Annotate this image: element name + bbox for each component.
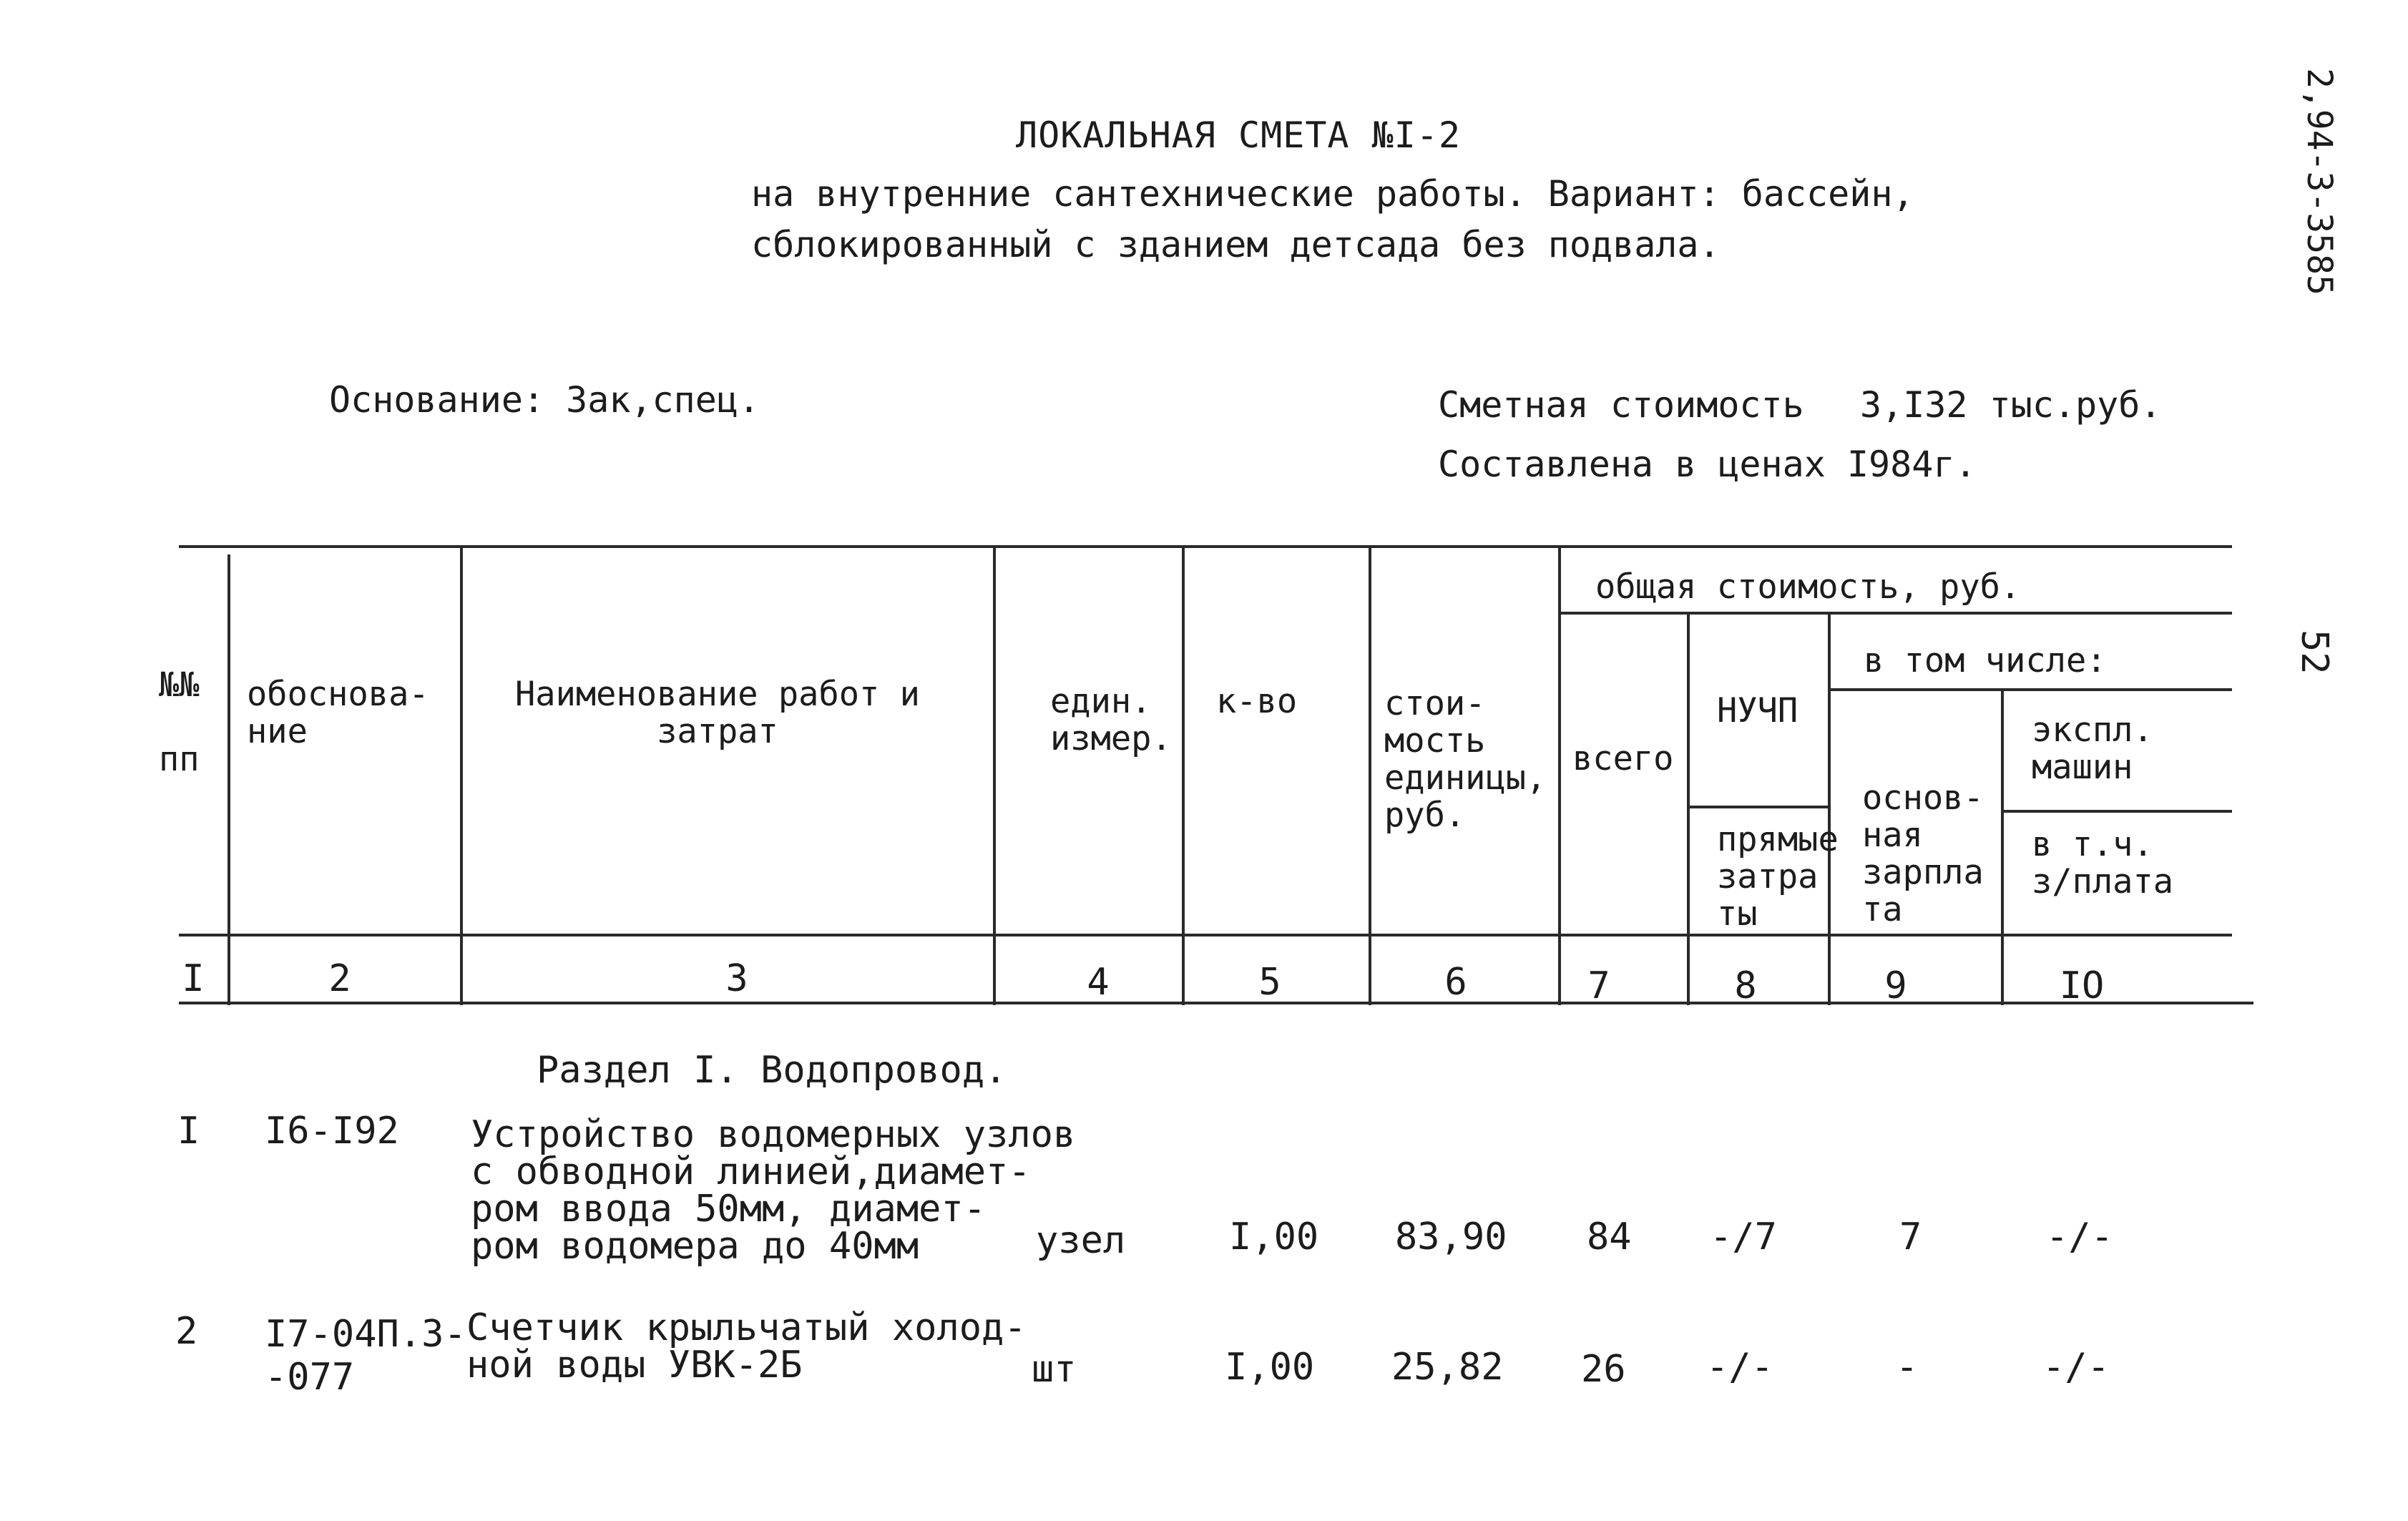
row-2-number: 2 (175, 1310, 198, 1353)
including-underline (1828, 688, 2232, 691)
subtitle-line-1: на внутренние сантехнические работы. Вариант: бассейн, (751, 173, 1914, 215)
header-quantity: к-во (1216, 682, 1298, 721)
row-2-basis: I7-04П.3- -077 (265, 1313, 466, 1399)
nuchp-underline (1688, 806, 1828, 808)
column-number: 2 (328, 957, 351, 1000)
subtitle-line-2: сблокированный с зданием детсада без подвала. (751, 224, 1721, 265)
header-base-wage: основ- ная зарпла та (1862, 778, 1984, 929)
header-total-cost-group: общая стоимость, руб. (1595, 567, 2021, 607)
row-2-direct-costs: -/- (1706, 1346, 1773, 1389)
machines-underline (2003, 810, 2232, 813)
table-top-border (179, 545, 2232, 548)
header-unit-cost: стои- мость единицы, руб. (1384, 684, 1547, 835)
row-1-unit-cost: 83,90 (1395, 1216, 1507, 1258)
column-divider (460, 547, 463, 1005)
column-number: 3 (725, 957, 748, 1000)
section-title: Раздел I. Водопровод. (537, 1049, 1007, 1092)
header-machine-wage: в т.ч. з/плата (2032, 825, 2174, 901)
column-divider (2001, 690, 2004, 1005)
column-number-row-border (179, 1002, 2253, 1004)
row-1-number: I (177, 1110, 200, 1153)
row-2-base-wage: - (1896, 1346, 1919, 1389)
column-divider (1687, 614, 1690, 1005)
column-divider (1182, 547, 1185, 1005)
page-title: ЛОКАЛЬНАЯ СМЕТА №I-2 (1016, 114, 1462, 156)
estimated-cost-value: 3,I32 тыс.руб. (1860, 384, 2162, 426)
estimated-cost-label: Сметная стоимость (1438, 384, 1804, 426)
header-row-number: №№ пп (159, 665, 200, 779)
row-1-work-name: Устройство водомерных узлов с обводной линией,диамет- ром ввода 50мм, диамет- ром водомера до 40мм (471, 1113, 1076, 1268)
column-divider (1828, 614, 1831, 1005)
column-divider (993, 547, 996, 1005)
header-machine-operation: экспл. машин (2032, 710, 2153, 787)
column-number: I (182, 957, 205, 1000)
row-2-unit: шт (1032, 1348, 1077, 1391)
row-2-unit-cost: 25,82 (1391, 1346, 1504, 1389)
row-2-total: 26 (1581, 1348, 1626, 1391)
column-divider (1369, 547, 1371, 1005)
page-number: 52 (2293, 630, 2336, 675)
header-including: в том числе: (1864, 641, 2107, 680)
row-1-quantity: I,00 (1229, 1216, 1319, 1258)
row-1-basis: I6-I92 (265, 1110, 399, 1153)
row-2-quantity: I,00 (1225, 1346, 1315, 1389)
row-1-base-wage: 7 (1899, 1216, 1922, 1258)
header-basis: обоснова- ние (247, 675, 429, 751)
row-2-work-name: Счетчик крыльчатый холод- ной воды УВК-2Б (466, 1306, 1027, 1386)
row-1-direct-costs: -/7 (1710, 1216, 1777, 1258)
header-work-name: Наименование работ и затрат (515, 675, 920, 751)
header-total: всего (1572, 739, 1674, 778)
column-number: 9 (1884, 964, 1907, 1007)
header-bottom-border (179, 934, 2232, 936)
row-1-unit: узел (1036, 1219, 1126, 1262)
document-code: 2,94-3-3585 (2299, 68, 2339, 295)
column-divider (227, 554, 230, 1005)
column-number: 5 (1258, 961, 1281, 1004)
row-1-total: 84 (1587, 1216, 1632, 1258)
header-direct-costs: прямые затра ты (1717, 820, 1839, 934)
row-2-machine-operation: -/- (2042, 1346, 2110, 1389)
column-number: 6 (1444, 961, 1467, 1004)
column-number: 4 (1087, 961, 1110, 1004)
column-number: 7 (1587, 964, 1610, 1007)
column-divider (1558, 547, 1561, 1005)
basis-label: Основание: Зак,спец. (329, 379, 760, 421)
header-nuchp: НУЧП (1717, 691, 1798, 730)
column-number: 8 (1734, 964, 1757, 1007)
total-cost-group-underline (1560, 612, 2232, 615)
row-1-machine-operation: -/- (2046, 1216, 2113, 1258)
price-basis: Составлена в ценах I984г. (1438, 444, 1977, 485)
column-number: IO (2059, 964, 2105, 1007)
header-unit: един. измер. (1050, 682, 1172, 758)
